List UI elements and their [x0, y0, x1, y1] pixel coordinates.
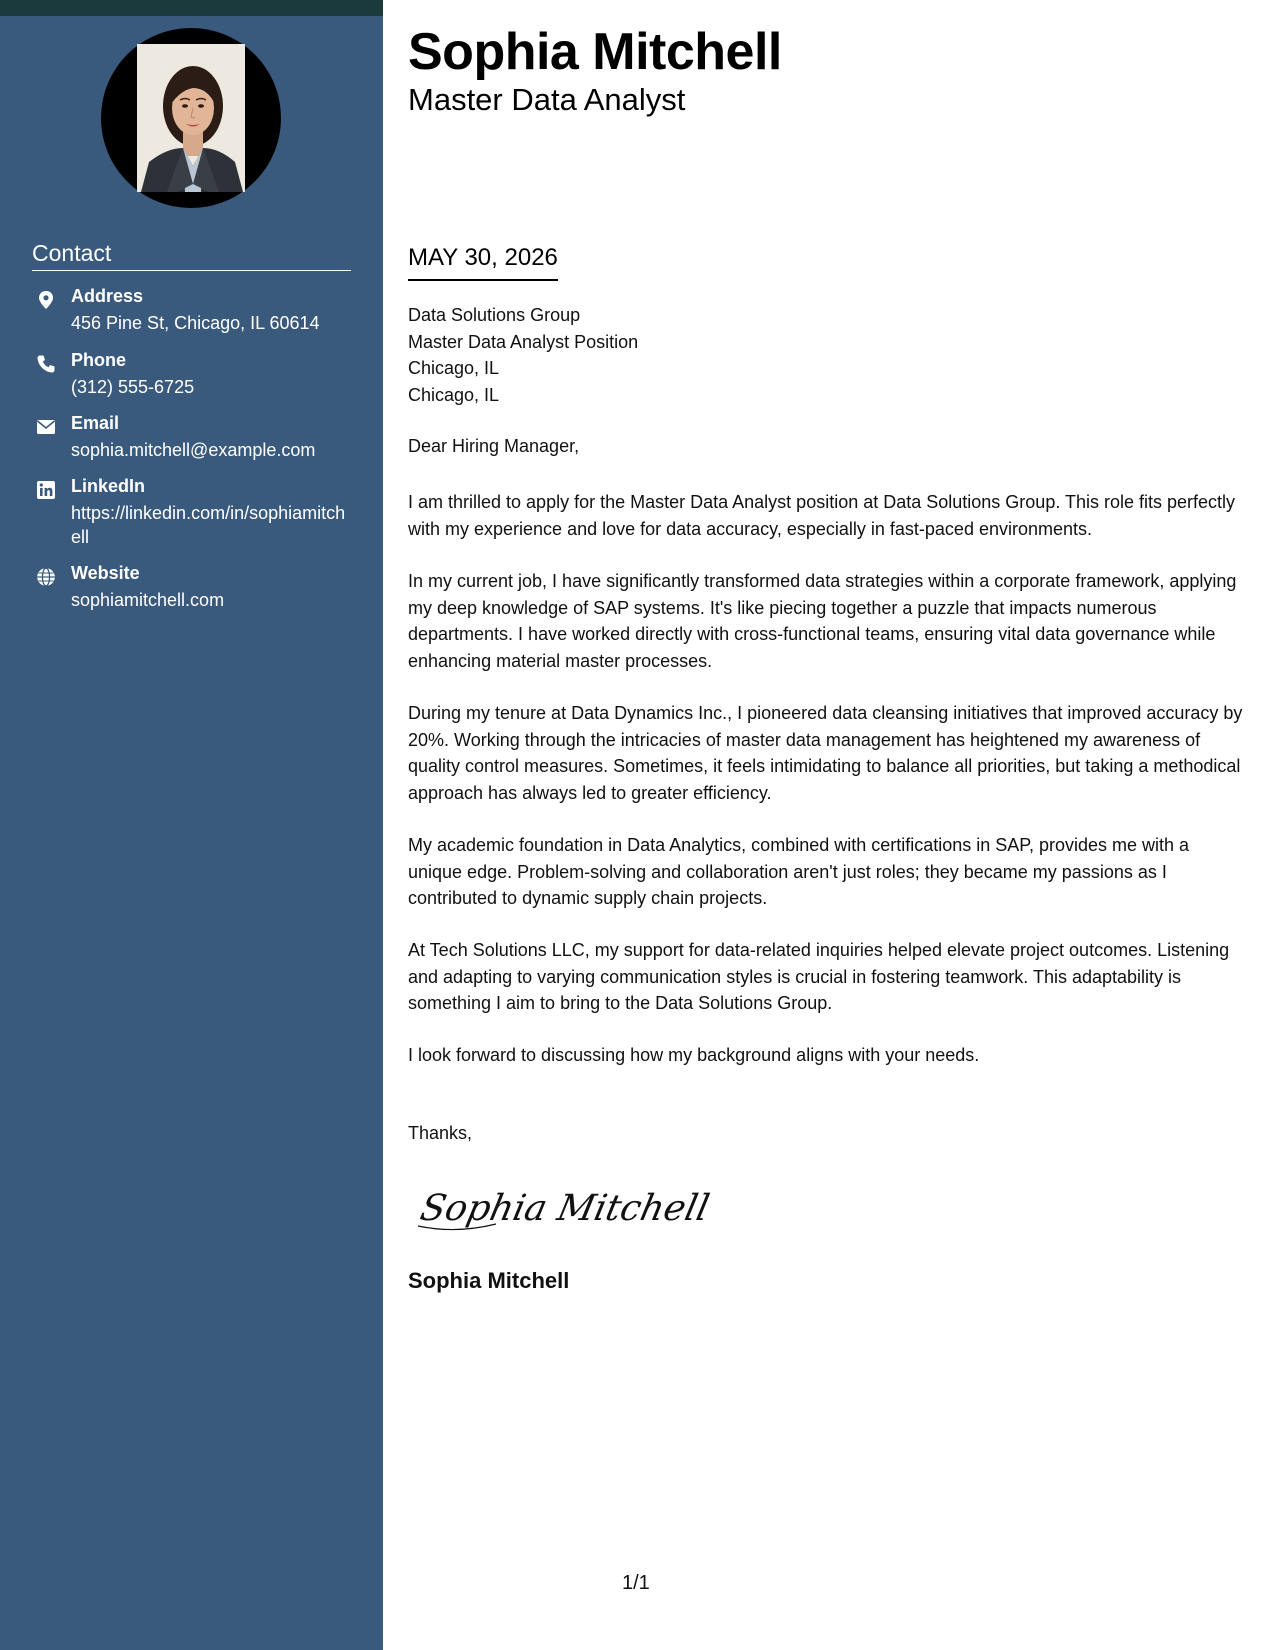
closing: Thanks,	[408, 1123, 473, 1143]
portrait-image	[137, 44, 245, 192]
body-paragraph-3: During my tenure at Data Dynamics Inc., I pioneered data cleansing initiatives that improved accuracy by 20%. Working through the intricacies of master data management has heightened my awareness of quality control measures. Sometimes, it feels intimidating to balance all priorities, but taking a methodical approach has always led to greater efficiency.	[408, 703, 1243, 803]
applicant-title: Master Data Analyst	[408, 82, 686, 117]
handwritten-signature	[416, 1176, 714, 1246]
salutation: Dear Hiring Manager,	[408, 436, 580, 456]
email-label: Email	[71, 413, 120, 433]
recipient-company: Data Solutions Group	[408, 305, 581, 325]
linkedin-value[interactable]: https://linkedin.com/in/sophiamitchell	[71, 503, 346, 547]
body-paragraph-6: I look forward to discussing how my background aligns with your needs.	[408, 1045, 980, 1065]
page-number: 1/1	[622, 1572, 650, 1594]
body-paragraph-4: My academic foundation in Data Analytics, combined with certifications in SAP, provides me with a unique edge. Problem-solving and collaboration aren't just roles; they became my passions as I contributed to dynamic supply chain projects.	[408, 835, 1190, 908]
website-label: Website	[71, 563, 140, 583]
recipient-position: Master Data Analyst Position	[408, 331, 639, 352]
envelope-icon	[36, 417, 56, 437]
recipient-city: Chicago, IL	[408, 358, 500, 378]
address-value: 456 Pine St, Chicago, IL 60614	[71, 313, 320, 333]
sidebar-top-bar	[0, 0, 383, 16]
email-value: sophia.mitchell@example.com	[71, 440, 316, 460]
globe-icon	[36, 567, 56, 587]
linkedin-icon	[36, 480, 56, 500]
contact-heading: Contact	[32, 240, 351, 271]
applicant-name: Sophia Mitchell	[408, 23, 782, 81]
sidebar	[0, 0, 383, 1650]
body-paragraph-1: I am thrilled to apply for the Master Data Analyst position at Data Solutions Group. This role fits perfectly with my experience and love for data accuracy, especially in fast-paced environments.	[408, 492, 1236, 539]
signer-name: Sophia Mitchell	[408, 1268, 570, 1293]
recipient-city-2: Chicago, IL	[408, 384, 500, 405]
phone-label: Phone	[71, 350, 127, 370]
phone-value: (312) 555-6725	[71, 377, 195, 397]
linkedin-label: LinkedIn	[71, 476, 146, 496]
body-paragraph-2: In my current job, I have significantly transformed data strategies within a corporate framework, applying my deep knowledge of SAP systems. It's like piecing together a puzzle that impacts numerous departments. I have worked directly with cross-functional teams, ensuring vital data governance while enhancing material master processes.	[408, 571, 1237, 671]
signature-text: Sophia Mitchell	[416, 1186, 714, 1229]
location-pin-icon	[36, 290, 56, 310]
recipient-block	[408, 302, 638, 408]
website-value[interactable]: sophiamitchell.com	[71, 590, 225, 610]
profile-photo	[101, 28, 281, 208]
address-label: Address	[71, 286, 144, 306]
phone-icon	[36, 354, 56, 374]
letter-date: MAY 30, 2026	[408, 244, 558, 281]
body-paragraph-5: At Tech Solutions LLC, my support for data-related inquiries helped elevate project outcomes. Listening and adapting to varying communication styles is crucial in fostering teamwork. This adaptability is something I aim to bring to the Data Solutions Group.	[408, 940, 1230, 1013]
